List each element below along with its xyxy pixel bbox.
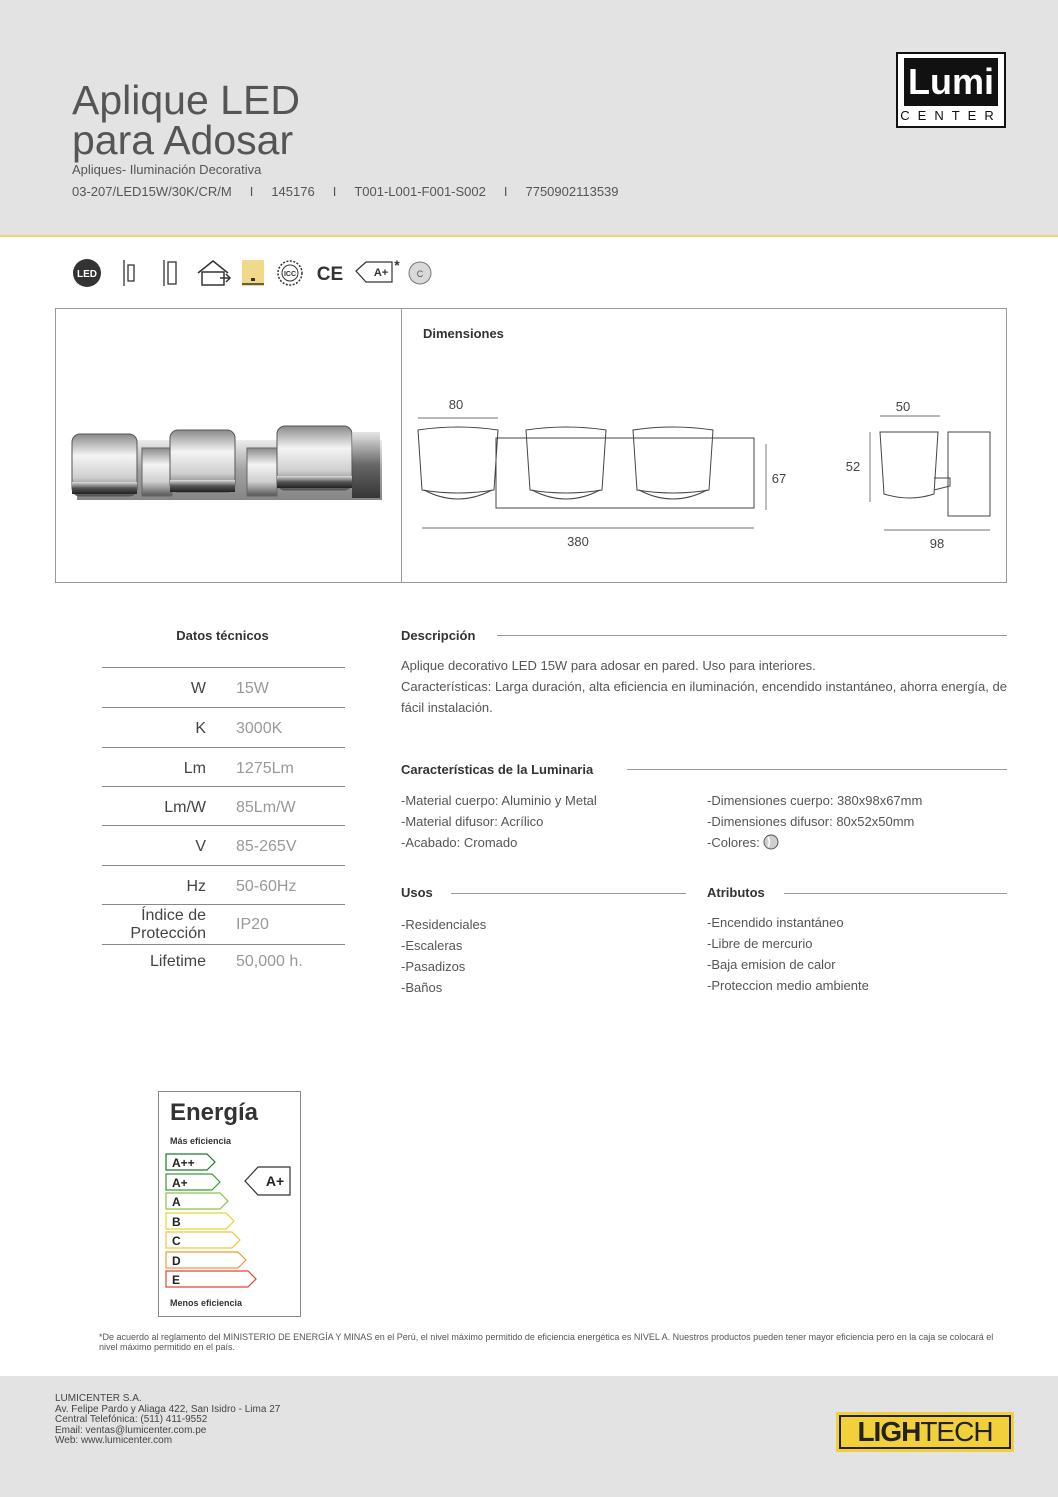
svg-text:A+: A+ [172,1176,188,1190]
tech-row-lmw: Lm/W 85Lm/W [102,786,345,826]
wall-mount-icon [124,260,134,286]
energy-class-c [166,1232,240,1248]
energy-class-icon [356,257,400,282]
description-rule [497,635,1007,636]
tech-row-k: K 3000K [102,707,345,747]
tech-row-lifetime: Lifetime 50,000 h. [102,944,345,975]
energy-class-a [166,1193,228,1209]
page-title: Aplique LED para Adosar [72,77,300,163]
company-email: Email: ventas@lumicenter.com.pe [55,1424,207,1436]
usos-title: Usos [401,885,433,900]
dim-depth-label: 98 [929,536,945,551]
dim-diffuser-height-label: 52 [845,459,861,474]
dimension-drawing [410,390,1000,565]
tech-row-v: V 85-265V [102,825,345,865]
svg-text:B: B [172,1215,181,1229]
led-icon [73,259,101,287]
energy-rating-arrow [245,1167,290,1195]
list-item: -Dimensiones difusor: 80x52x50mm [707,814,915,829]
certification-icons [70,256,440,290]
list-item: -Residenciales [401,917,487,932]
lightech-logo: LIGHTECH [836,1412,1014,1452]
dim-length-label: 380 [567,534,589,549]
warm-light-icon [242,260,264,286]
product-barcode: 7750902113539 [525,184,619,199]
luminaria-right-list [707,790,922,853]
svg-text:ICC: ICC [283,271,297,278]
chrome-swatch-icon [763,834,779,850]
luminaria-title: Características de la Luminaria [401,762,594,777]
atributos-title: Atributos [707,885,765,900]
list-item: -Encendido instantáneo [707,915,844,930]
product-codes: 03-207/LED15W/30K/CR/M I 145176 I T001-L001-F001-S002 I 7750902113539 [72,184,619,199]
ce-mark-icon [317,264,343,285]
list-item: -Pasadizos [401,959,466,974]
less-efficiency-label: Menos eficiencia [170,1298,243,1308]
svg-text:A+: A+ [265,1173,285,1189]
surface-mount-icon [164,260,176,286]
company-web: Web: www.lumicenter.com [55,1435,173,1446]
description-text: Aplique decorativo LED 15W para adosar en pared. Uso para interiores. Características: Larga duración, alta eficiencia en iluminación, encendido instantáneo, ahorra energía, de fácil instalación. [401,658,1007,715]
dimensions-title: Dimensiones [423,326,504,341]
energy-class-d [166,1252,246,1268]
energy-class-e [166,1271,256,1287]
product-category: Apliques- Iluminación Decorativa [72,162,262,177]
atributos-list [707,912,869,996]
usos-list [401,914,486,998]
usos-rule [451,893,686,894]
list-item: -Proteccion medio ambiente [707,978,869,993]
tech-row-hz: Hz 50-60Hz [102,865,345,905]
indoor-house-icon [198,261,230,285]
list-item: -Escaleras [401,938,463,953]
tech-row-w: W 15W [102,667,345,707]
luminaria-rule [627,769,1007,770]
tech-row-lm: Lm 1275Lm [102,747,345,787]
energy-title: Energía [170,1099,259,1126]
svg-text:D: D [172,1254,181,1268]
tech-row-ip: Índice de Protección IP20 [102,904,345,944]
company-info [55,1394,280,1447]
footnote: *De acuerdo al reglamento del MINISTERIO DE ENERGÍA Y MINAS en el Perú, el nivel máximo permitido de eficiencia energética es NIVEL A. Nuestros productos pueden tener mayor eficiencia pero en la caja se colocará el nivel máximo permitido en el país. [99,1332,994,1352]
list-item: -Colores: [707,832,922,853]
energy-class-a-plus [166,1174,220,1190]
icc-certification-icon [278,261,302,285]
energy-class-b [166,1213,234,1229]
product-ref: T001-L001-F001-S002 [354,184,486,199]
product-photo [62,420,392,510]
atributos-rule [784,893,1007,894]
list-item: -Material cuerpo: Aluminio y Metal [401,793,597,808]
tech-data-title: Datos técnicos [176,628,269,643]
list-item: -Libre de mercurio [707,936,813,951]
dim-height-label: 67 [771,471,787,486]
lumicenter-logo: Lumi CENTER [896,52,1006,128]
list-item: -Baños [401,980,443,995]
list-item: -Material difusor: Acrílico [401,814,544,829]
luminaria-left-list [401,790,597,853]
list-item: -Baja emision de calor [707,957,836,972]
company-name: LUMICENTER S.A. [55,1393,142,1404]
svg-text:A+: A+ [373,267,389,279]
svg-text:CE: CE [316,264,344,285]
company-address: Av. Felipe Pardo y Aliaga 422, San Isidro - Lima 27 [55,1403,281,1415]
panel-divider [401,308,402,583]
svg-text:A++: A++ [172,1156,195,1170]
svg-text:E: E [172,1273,181,1287]
dim-width-label: 80 [448,397,464,412]
description-title: Descripción [401,628,476,643]
company-phone: Central Telefónica: (511) 411-9552 [55,1414,208,1425]
svg-text:C: C [172,1234,181,1248]
svg-text:*: * [394,257,400,273]
chrome-color-icon [409,262,431,284]
energy-class-a-plus-plus [166,1154,215,1170]
list-item: -Acabado: Cromado [401,835,518,850]
dim-diffuser-depth-label: 50 [895,399,911,414]
svg-text:C: C [416,269,424,279]
more-efficiency-label: Más eficiencia [170,1136,232,1146]
svg-text:A: A [172,1195,181,1209]
svg-text:LED: LED [77,269,97,280]
energy-scale [165,1151,295,1293]
list-item: -Dimensiones cuerpo: 380x98x67mm [707,793,923,808]
product-sku: 145176 [271,184,315,199]
product-code: 03-207/LED15W/30K/CR/M [72,184,232,199]
